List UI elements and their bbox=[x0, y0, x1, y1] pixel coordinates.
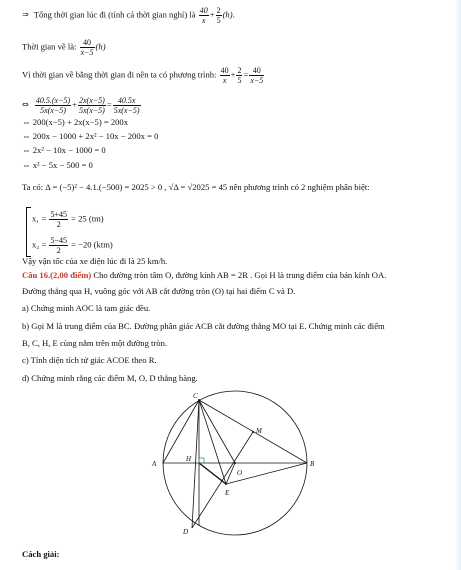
system-brace bbox=[26, 207, 31, 257]
implies-icon: ⇒ bbox=[22, 10, 29, 20]
solution-label: Cách giải: bbox=[22, 549, 60, 559]
segment-co bbox=[199, 400, 235, 463]
line-equation-intro: Vì thời gian về bằng thời gian đi nên ta có phương trình: $\frac{40}{x}$ + $\frac{2}{5}$ = $\frac{40}{x-5}$ bbox=[22, 66, 264, 85]
label-a: A bbox=[152, 460, 157, 468]
question-part-d: d) Chứng minh rằng các điểm M, O, D thẳng hàng. bbox=[22, 373, 198, 383]
label-c: C bbox=[193, 392, 198, 400]
label-e: E bbox=[225, 489, 230, 497]
question-label: Câu 16.(2,00 điểm) bbox=[22, 270, 92, 280]
label-h: H bbox=[186, 455, 192, 463]
label-b: B bbox=[310, 460, 315, 468]
question-part-a: a) Chứng minh AOC là tam giác đều. bbox=[22, 303, 151, 313]
line-step4: ⇔ 2x² − 10x − 1000 = 0 bbox=[22, 145, 106, 155]
segment-ce bbox=[199, 400, 226, 484]
geometry-figure bbox=[140, 388, 330, 538]
segment-dm bbox=[192, 432, 253, 528]
segment-he bbox=[199, 463, 226, 484]
label-m: M bbox=[256, 427, 262, 435]
segment-cd-diag bbox=[192, 400, 199, 528]
line-step5: ⇔ x² − 5x − 500 = 0 bbox=[22, 160, 93, 170]
line-step2: ⇔ 200(x−5) + 2x(x−5) = 200x bbox=[22, 117, 129, 127]
line-root1: x₁ = $\frac{5+45}{2}$ = 25 (tm) bbox=[32, 210, 104, 229]
question-part-b2: B, C, H, E cùng nằm trên một đường tròn. bbox=[22, 338, 168, 348]
question-text2: Đường thẳng qua H, vuông góc với AB cắt đường tròn (O) tại hai điểm C và D. bbox=[22, 286, 296, 296]
question-16: Câu 16.(2,00 điểm) Cho đường tròn tâm O, đường kính AB = 2R . Gọi H là trung điểm của bán kính OA. bbox=[22, 270, 387, 280]
segment-oe bbox=[226, 463, 235, 484]
line-step3: ⇔ 200x − 1000 + 2x² − 10x − 200x = 0 bbox=[22, 131, 159, 141]
right-angle-mark bbox=[199, 458, 204, 463]
line-return-time: Thời gian về là: $\frac{40}{x-5}$ (h) bbox=[22, 38, 106, 57]
page-edge bbox=[455, 0, 461, 570]
question-part-b: b) Gọi M là trung điểm của BC. Đường phân giác ACB cắt đường thẳng MO tại E. Chứng minh các điểm bbox=[22, 321, 385, 331]
line-total-time: ⇒ Tổng thời gian lúc đi (tính cả thời gian nghỉ) là $\frac{40}{x}$ + $\frac{2}{5}$ (h). bbox=[22, 6, 235, 25]
question-part-c: c) Tính diện tích tứ giác ACOE theo R. bbox=[22, 355, 157, 365]
label-o: O bbox=[237, 469, 243, 477]
line-conclusion: Vậy vận tốc của xe điện lúc đi là 25 km/h. bbox=[22, 256, 168, 266]
segment-ac bbox=[163, 400, 199, 463]
label-d: D bbox=[183, 528, 189, 536]
line-delta: Ta có: Δ = (−5)² − 4.1.(−500) = 2025 > 0 , √Δ = √2025 = 45 nên phương trình có 2 nghiệm phân biệt: bbox=[22, 182, 370, 192]
line-step1: ⇔ $\frac{40.5.(x-5)}{5x(x-5)}$ + $\frac{2x(x-5)}{5x(x-5)}$ = $\frac{40.5x}{5x(x-5)}$ bbox=[22, 96, 140, 115]
line-root2: x₂ = $\frac{5-45}{2}$ = −20 (ktm) bbox=[32, 236, 113, 255]
